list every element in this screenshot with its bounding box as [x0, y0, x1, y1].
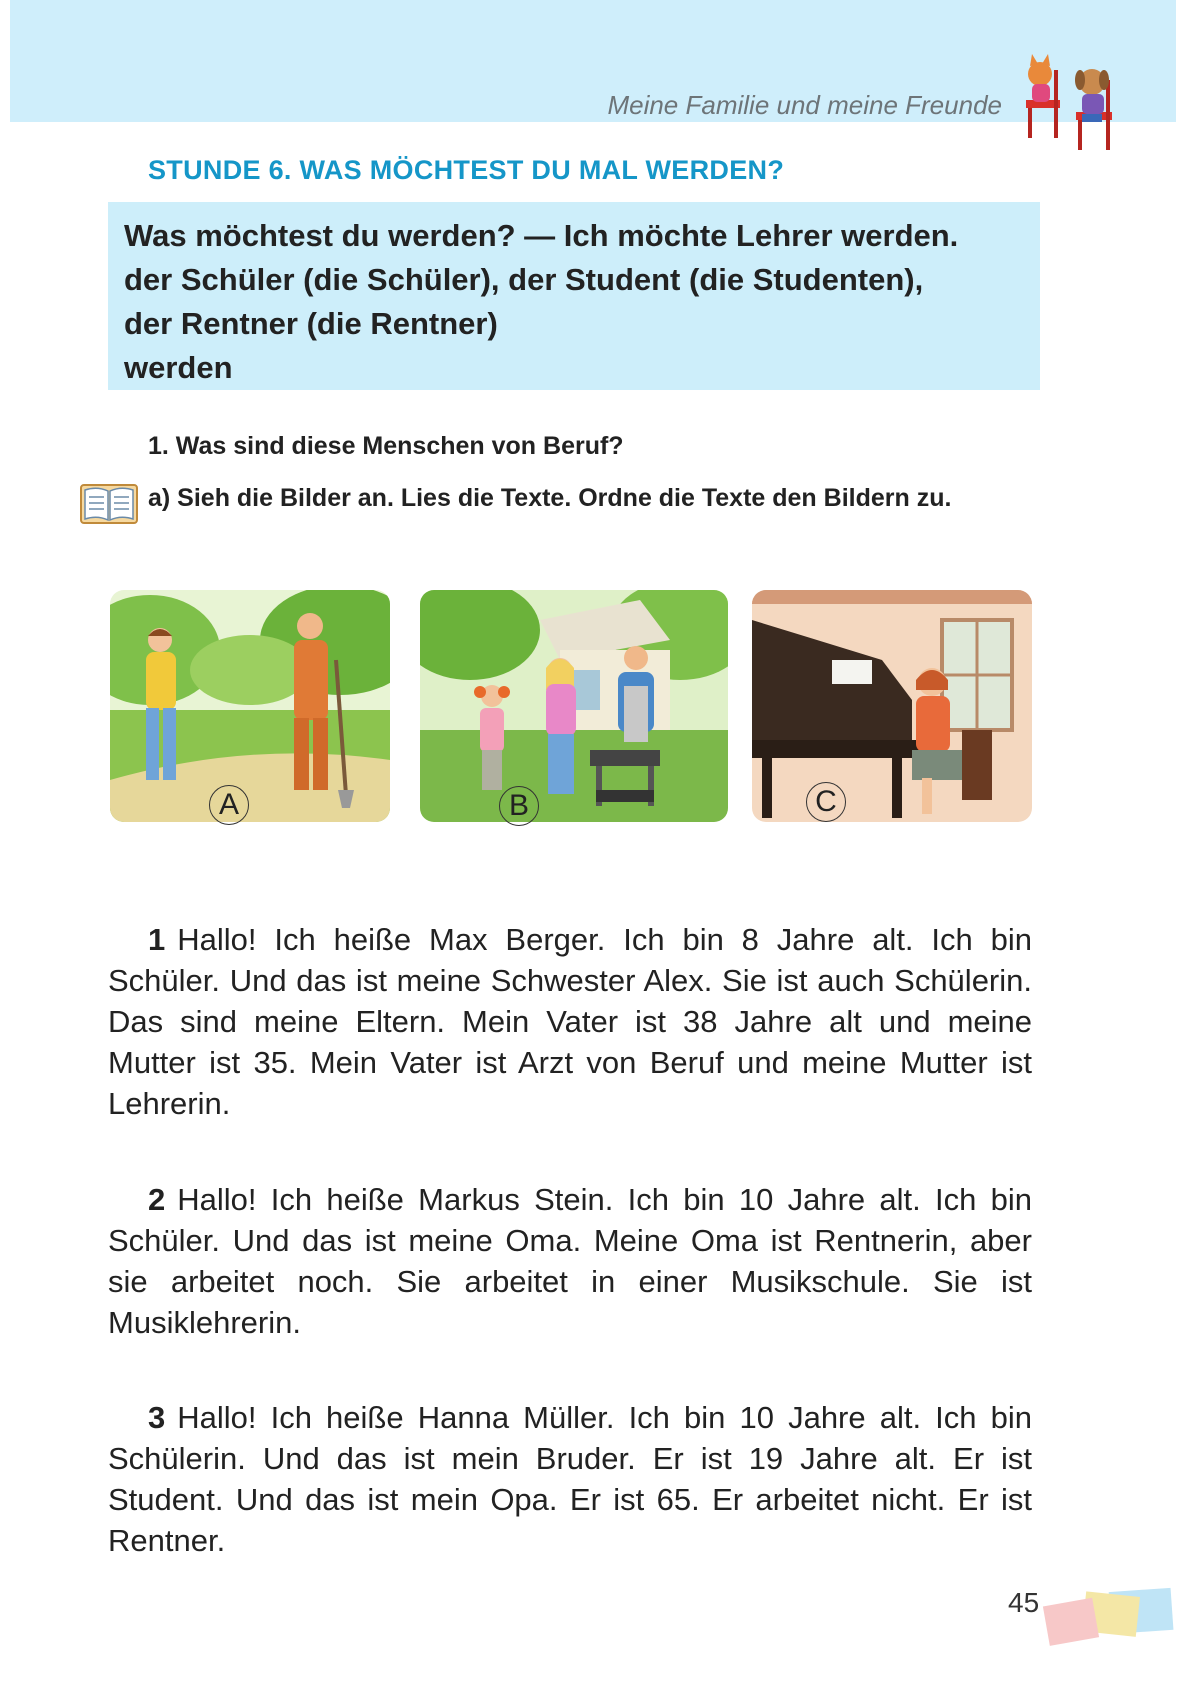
text-body: Hallo! Ich heiße Hanna Müller. Ich bin 10 Jahre alt. Ich bin Schülerin. Und das ist mein Bruder. Er ist 19 Jahre alt. Er ist Student. Und das ist mein Opa. Er ist 65. Er arbeitet nicht. Er ist Rentner. [108, 1400, 1032, 1558]
family-barbecue-in-garden-illustration [420, 590, 728, 822]
chapter-title: Meine Familie und meine Freunde [607, 90, 1002, 120]
picture-label-c: C [806, 782, 846, 822]
text-number: 1 [148, 922, 166, 957]
picture-a [110, 590, 390, 822]
vocab-line: Was möchtest du werden? — Ich möchte Lehrer werden. [124, 218, 959, 253]
text-body: Hallo! Ich heiße Markus Stein. Ich bin 10 Jahre alt. Ich bin Schüler. Und das ist meine Oma. Meine Oma ist Rentnerin, aber sie arbeitet noch. Sie arbeitet in einer Musikschule. Sie ist Musiklehrerin. [108, 1182, 1032, 1340]
picture-label-b: B [499, 786, 539, 826]
text-number: 2 [148, 1182, 166, 1217]
woman-playing-piano-illustration [752, 590, 1032, 822]
picture-c [752, 590, 1032, 822]
corner-color-tiles-decoration [1040, 1580, 1180, 1650]
picture-b [420, 590, 728, 822]
page-number: 45 [1008, 1587, 1040, 1618]
vocab-line: der Rentner (die Rentner) [124, 306, 498, 341]
vocab-line: der Schüler (die Schüler), der Student (die Studenten), [124, 262, 924, 297]
open-book-icon [80, 482, 138, 526]
text-1 [108, 919, 1032, 1124]
task-title: 1. Was sind diese Menschen von Beruf? [148, 432, 624, 460]
lesson-title: STUNDE 6. WAS MÖCHTEST DU MAL WERDEN? [148, 155, 785, 185]
vocab-line: werden [124, 350, 233, 385]
cat-and-dog-on-chairs-icon [1018, 52, 1136, 156]
text-3 [108, 1397, 1032, 1561]
text-2 [108, 1179, 1032, 1343]
task-instruction: a) Sieh die Bilder an. Lies die Texte. Ordne die Texte den Bildern zu. [148, 484, 952, 512]
vocabulary-box [108, 202, 1040, 390]
picture-label-a: A [209, 785, 249, 825]
boy-and-gardener-in-park-illustration [110, 590, 390, 822]
text-body: Hallo! Ich heiße Max Berger. Ich bin 8 Jahre alt. Ich bin Schüler. Und das ist meine Schwester Alex. Sie ist auch Schülerin. Das sind meine Eltern. Mein Vater ist 38 Jahre alt und meine Mutter ist 35. Mein Vater ist Arzt von Beruf und meine Mutter ist Lehrerin. [108, 922, 1032, 1121]
text-number: 3 [148, 1400, 166, 1435]
